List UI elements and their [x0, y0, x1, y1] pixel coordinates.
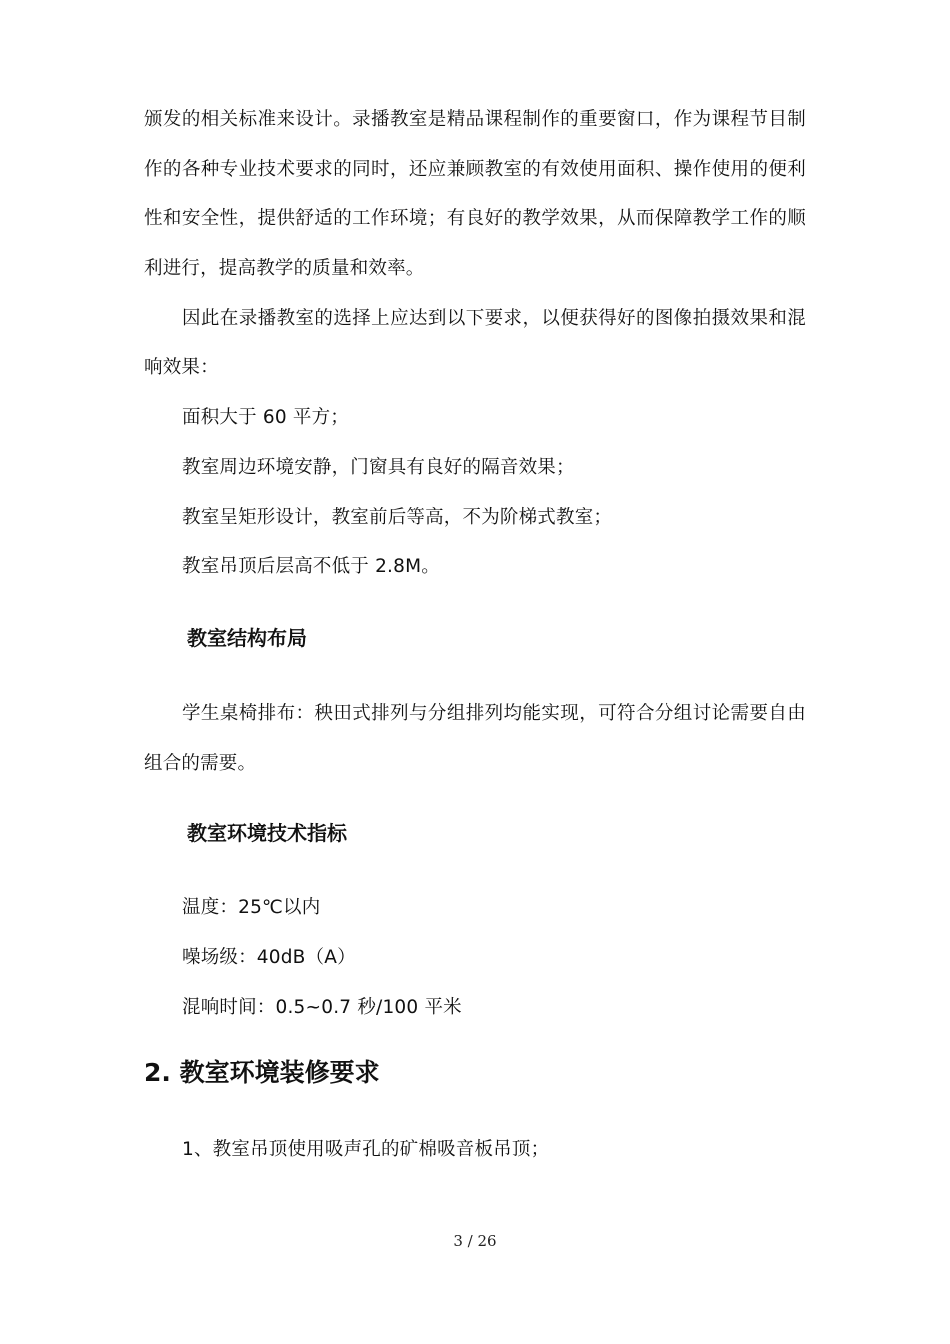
paragraph-line: 颁发的相关标准来设计。录播教室是精品课程制作的重要窗口，作为课程节目制	[144, 109, 806, 130]
paragraph-line: 利进行，提高教学的质量和效率。	[144, 258, 425, 279]
decoration-item: 1、教室吊顶使用吸声孔的矿棉吸音板吊顶；	[182, 1139, 550, 1160]
section-heading-decoration: 2. 教室环境装修要求	[144, 1058, 380, 1087]
spec-item-temperature: 温度：25℃以内	[182, 897, 321, 918]
requirement-item: 教室吊顶后层高不低于 2.8M。	[182, 556, 440, 577]
paragraph-line: 学生桌椅排布：秧田式排列与分组排列均能实现，可符合分组讨论需要自由	[182, 703, 806, 724]
spec-item-noise: 噪场级：40dB（A）	[182, 947, 356, 968]
requirement-item: 教室呈矩形设计，教室前后等高，不为阶梯式教室；	[182, 507, 613, 528]
paragraph-line: 因此在录播教室的选择上应达到以下要求，以便获得好的图像拍摄效果和混	[182, 308, 806, 329]
requirement-item: 教室周边环境安静，门窗具有良好的隔音效果；	[182, 457, 575, 478]
page-number: 3 / 26	[453, 1232, 497, 1250]
paragraph-line: 组合的需要。	[144, 753, 257, 774]
section-heading-environment: 教室环境技术指标	[187, 821, 347, 845]
spec-item-reverb: 混响时间：0.5~0.7 秒/100 平米	[182, 997, 462, 1018]
paragraph-line: 性和安全性，提供舒适的工作环境；有良好的教学效果，从而保障教学工作的顺	[144, 208, 806, 229]
paragraph-line: 作的各种专业技术要求的同时，还应兼顾教室的有效使用面积、操作使用的便利	[144, 159, 806, 180]
requirement-item: 面积大于 60 平方；	[182, 407, 350, 428]
section-heading-layout: 教室结构布局	[187, 626, 307, 650]
paragraph-line: 响效果：	[144, 357, 219, 378]
